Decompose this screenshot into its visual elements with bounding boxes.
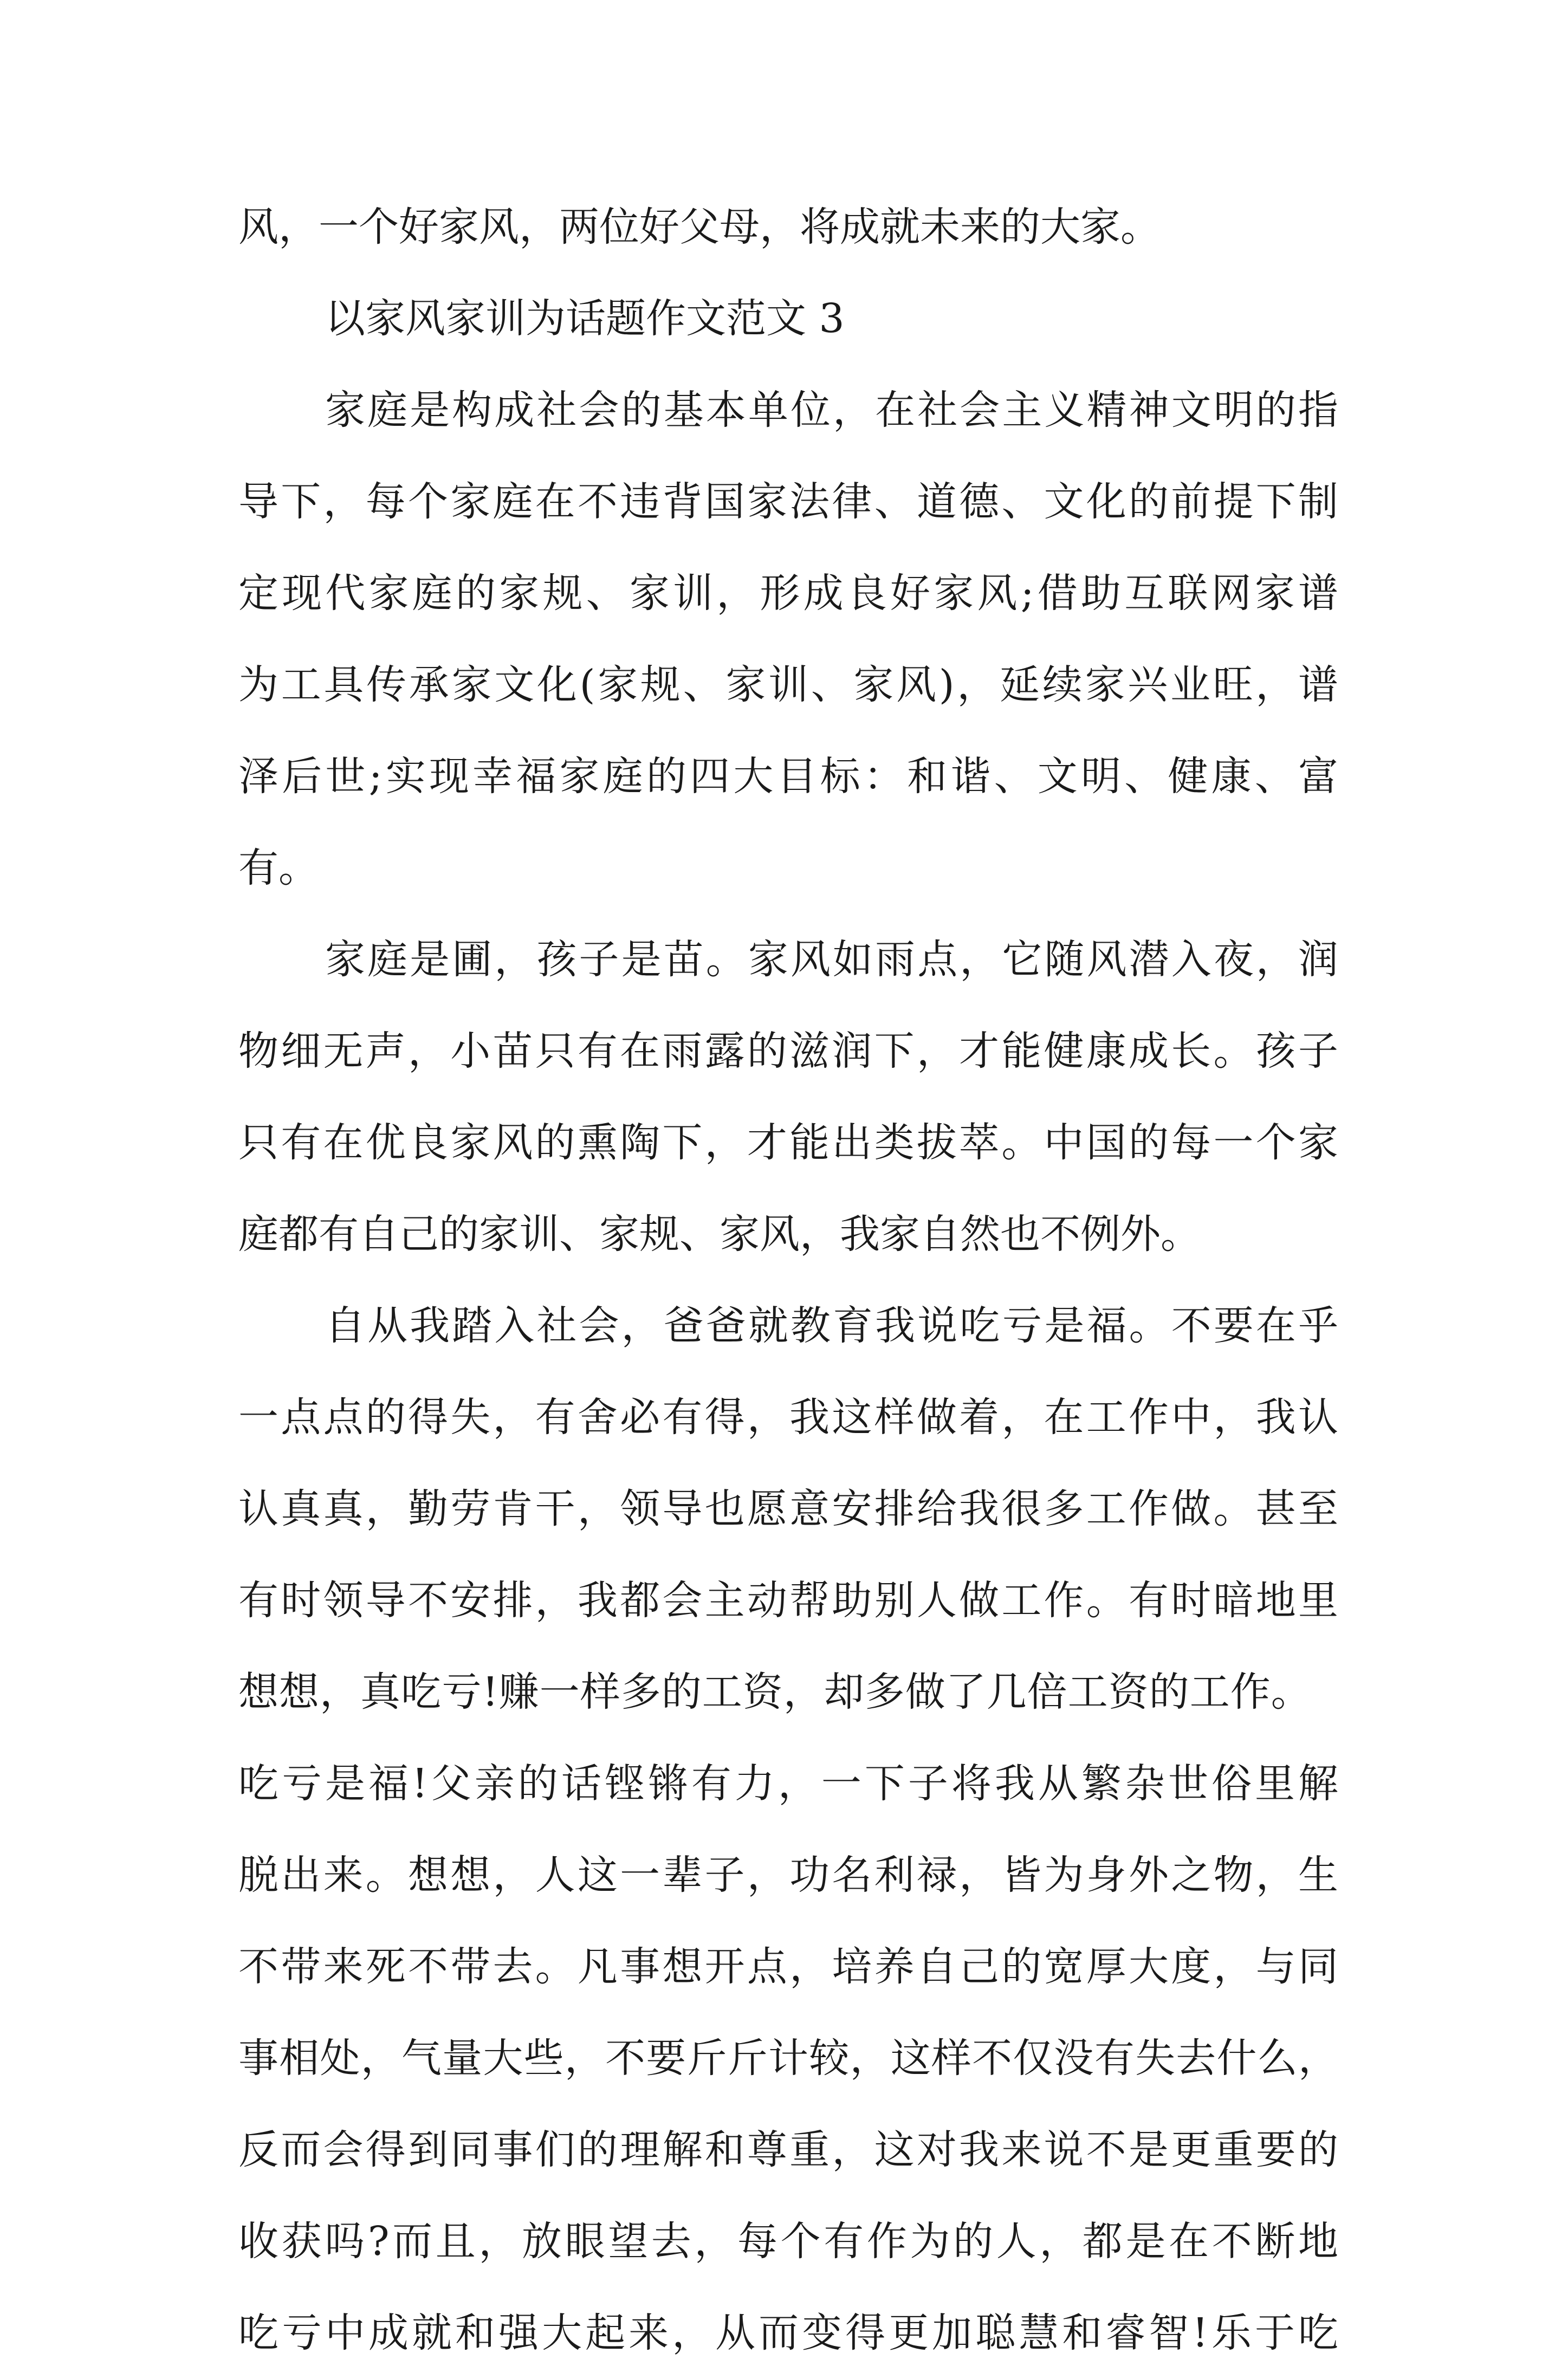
document-body <box>238 181 1338 2379</box>
paragraph-line: 不带来死不带去。凡事想开点，培养自己的宽厚大度，与同 <box>238 1943 1338 1990</box>
paragraph-line: 事相处，气量大些，不要斤斤计较，这样不仅没有失去什么， <box>238 2035 1338 2082</box>
paragraph-line: 自从我踏入社会，爸爸就教育我说吃亏是福。不要在乎 <box>325 1302 1338 1349</box>
paragraph-line: 家庭是圃，孩子是苗。家风如雨点，它随风潜入夜，润 <box>325 936 1338 983</box>
paragraph-line: 家庭是构成社会的基本单位，在社会主义精神文明的指 <box>325 387 1338 433</box>
paragraph-line: 认真真，勤劳肯干，领导也愿意安排给我很多工作做。甚至 <box>238 1486 1338 1532</box>
paragraph-line: 物细无声，小苗只有在雨露的滋润下，才能健康成长。孩子 <box>238 1028 1338 1074</box>
paragraph-line: 吃亏中成就和强大起来，从而变得更加聪慧和睿智!乐于吃 <box>238 2310 1338 2356</box>
paragraph-line: 风，一个好家风，两位好父母，将成就未来的大家。 <box>238 204 1161 250</box>
paragraph-line: 有。 <box>238 845 319 891</box>
paragraph-line: 导下，每个家庭在不违背国家法律、道德、文化的前提下制 <box>238 478 1338 525</box>
paragraph-line: 有时领导不安排，我都会主动帮助别人做工作。有时暗地里 <box>238 1577 1338 1624</box>
paragraph-line: 为工具传承家文化(家规、家训、家风)，延续家兴业旺，谱 <box>238 662 1338 708</box>
paragraph-line: 庭都有自己的家训、家规、家风，我家自然也不例外。 <box>238 1211 1201 1257</box>
paragraph-line: 收获吗?而且，放眼望去，每个有作为的人，都是在不断地 <box>238 2218 1338 2265</box>
section-heading: 以家风家训为话题作文范文 3 <box>325 295 845 342</box>
paragraph-line: 反而会得到同事们的理解和尊重，这对我来说不是更重要的 <box>238 2127 1338 2173</box>
paragraph-line: 泽后世;实现幸福家庭的四大目标：和谐、文明、健康、富 <box>238 753 1338 800</box>
paragraph-line: 吃亏是福!父亲的话铿锵有力，一下子将我从繁杂世俗里解 <box>238 1760 1338 1807</box>
paragraph-line: 脱出来。想想，人这一辈子，功名利禄，皆为身外之物，生 <box>238 1852 1338 1898</box>
paragraph-line: 只有在优良家风的熏陶下，才能出类拔萃。中国的每一个家 <box>238 1119 1338 1166</box>
paragraph-line: 定现代家庭的家规、家训，形成良好家风;借助互联网家谱 <box>238 570 1338 617</box>
paragraph-line: 想想，真吃亏!赚一样多的工资，却多做了几倍工资的工作。 <box>238 1669 1312 1715</box>
paragraph-line: 一点点的得失，有舍必有得，我这样做着，在工作中，我认 <box>238 1394 1338 1441</box>
